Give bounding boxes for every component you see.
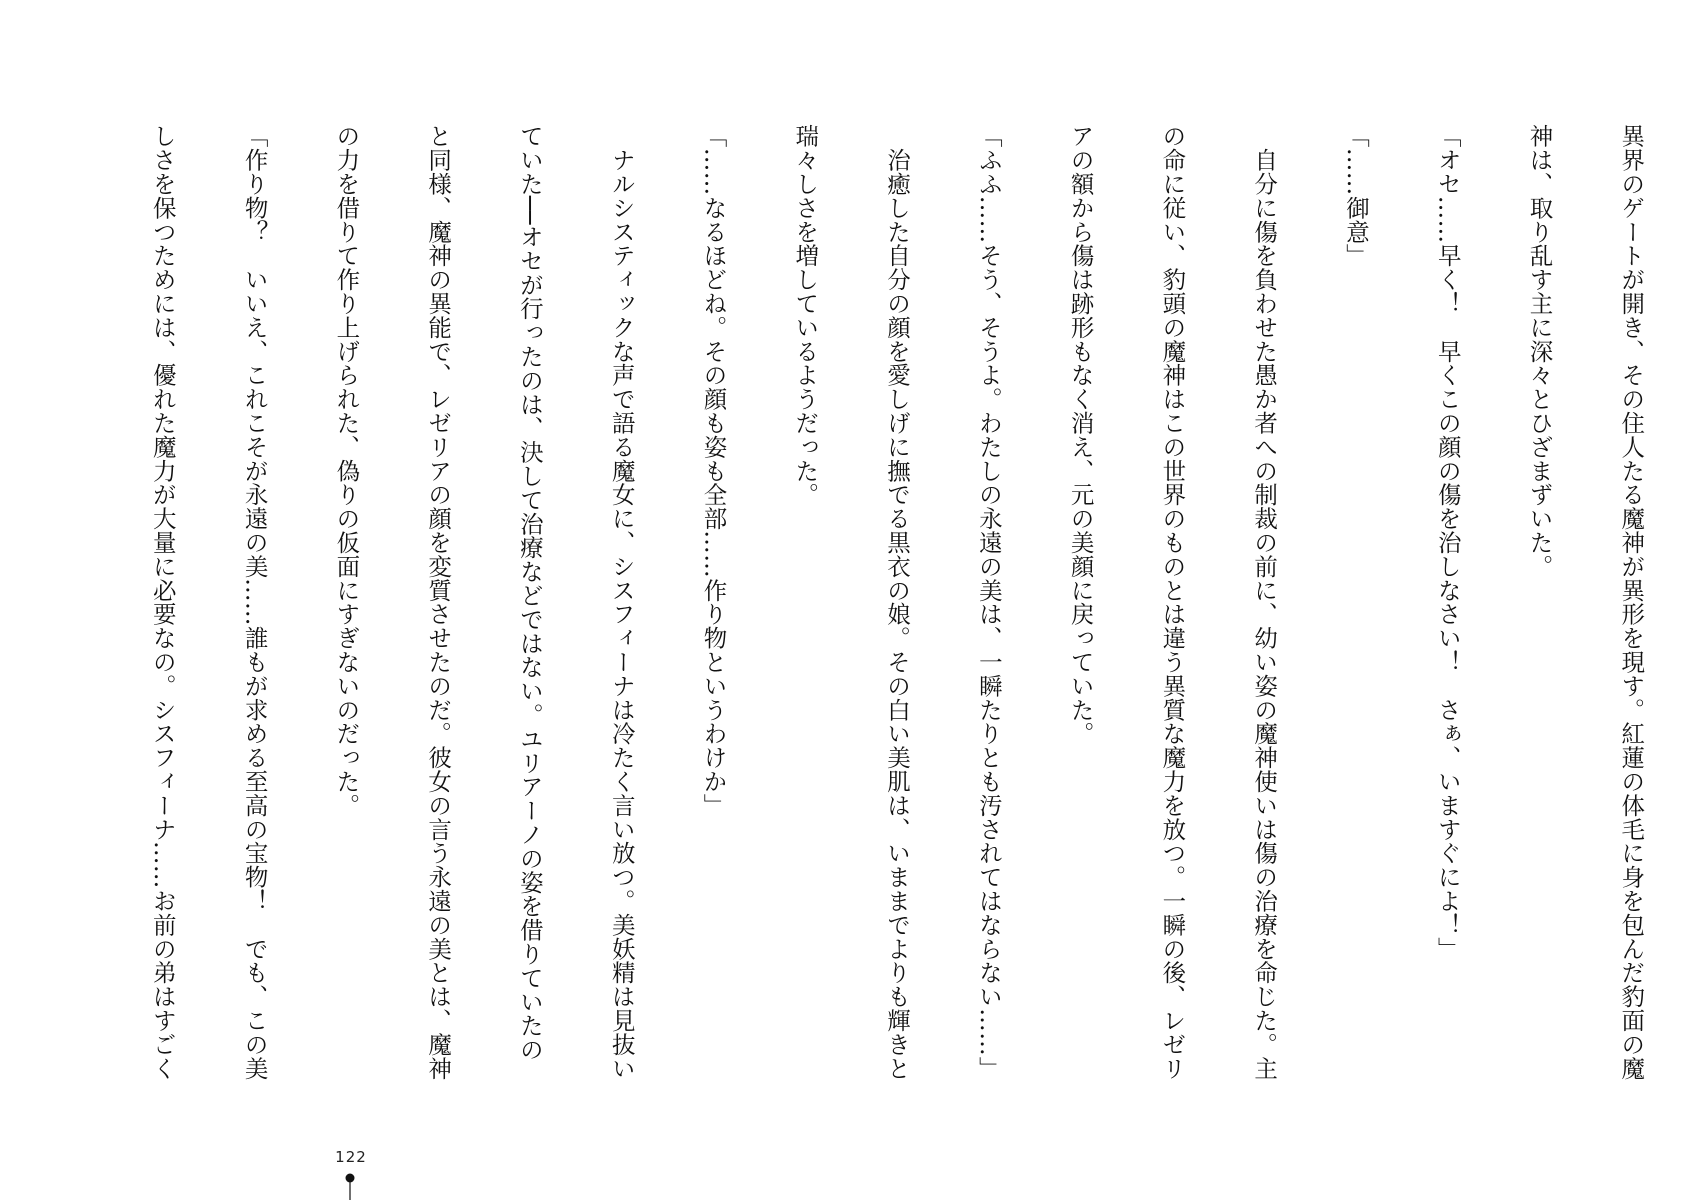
text-line: 「ふふ……そう、そうよ。わたしの永遠の美は、一瞬たりとも汚されてはならない……」 bbox=[974, 124, 1003, 1080]
text-line: 瑞々しさを増しているようだった。 bbox=[791, 124, 820, 507]
text-line: ていた──オセが行ったのは、決して治療などではない。ユリアーノの姿を借りていたの bbox=[515, 124, 544, 1062]
text-line: 自分に傷を負わせた愚か者への制裁の前に、幼い姿の魔神使いは傷の治療を命じた。主 bbox=[1250, 124, 1279, 1080]
vertical-body-text bbox=[86, 124, 1707, 1080]
text-line: 治癒した自分の顔を愛しげに撫でる黒衣の娘。その白い美肌は、いままでよりも輝きと bbox=[883, 124, 912, 1080]
text-line: と同様、魔神の異能で、レゼリアの顔を変質させたのだ。彼女の言う永遠の美とは、魔神 bbox=[424, 124, 453, 1080]
text-line: 異界のゲートが開き、その住人たる魔神が異形を現す。紅蓮の体毛に身を包んだ豹面の魔 bbox=[1617, 124, 1646, 1080]
text-line: しさを保つためには、優れた魔力が大量に必要なの。シスフィーナ……お前の弟はすごく bbox=[148, 124, 177, 1080]
text-line: 「……御意」 bbox=[1341, 124, 1370, 268]
text-line: の命に従い、豹頭の魔神はこの世界のものとは違う異質な魔力を放つ。一瞬の後、レゼリ bbox=[1158, 124, 1187, 1080]
page-number: 122 bbox=[335, 1148, 367, 1166]
text-line: 「オセ……早く！ 早くこの顔の傷を治しなさい！ さぁ、いますぐによ！」 bbox=[1433, 124, 1462, 961]
text-line: アの額から傷は跡形もなく消え、元の美顔に戻っていた。 bbox=[1066, 124, 1095, 746]
text-line: ナルシスティックな声で語る魔女に、シスフィーナは冷たく言い放つ。美妖精は見抜い bbox=[607, 124, 636, 1080]
text-line: の力を借りて作り上げられた、偽りの仮面にすぎないのだった。 bbox=[332, 124, 361, 818]
text-line: 「……なるほどね。その顔も姿も全部……作り物というわけか」 bbox=[699, 124, 728, 818]
text-line: 「作り物？ いいえ、これこそが永遠の美……誰もが求める至高の宝物！ でも、この美 bbox=[240, 124, 269, 1080]
text-line: 神は、取り乱す主に深々とひざまずいた。 bbox=[1525, 124, 1554, 579]
page-marker-icon bbox=[344, 1172, 356, 1200]
